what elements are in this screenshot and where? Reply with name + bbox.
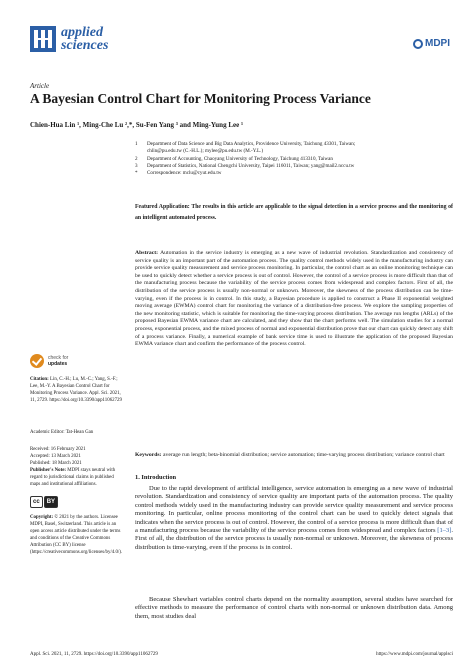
abstract [135,250,453,349]
intro-paragraph-1: Due to the rapid development of artificial intelligence, service automation is emerging as a new wave of industrial revolution. Standardization and consistency of service quality are important parts of the automation process. The quality control methods widely used in the manufacturing industry can provide service quality measurement and service process monitoring. In particular, online process monitoring of the control chart can be used to quickly detect signals that indicates when the service process is out of control. However, the control of a service process is more difficult than that of a manufacturing process because the variability of the service process comes from widespread and complex factors [1–3]. First of all, the distribution of the service process is usually non-normal or unknown. Moreover, the skewness of process distribution is time-varying, even if the process is in control. [135,485,453,551]
citation: Citation: Lin, C.-H.; Lu, M.-C.; Yang, S.-F.; Lee, M.-Y. A Bayesian Control Chart for Monitoring Process Variance. Appl. Sci. 2021, 11, 2729. https://doi.org/10.3390/app11062729 [30,377,122,403]
dates [30,446,125,467]
affiliations: 1 Department of Data Science and Big Data Analytics, Providence University, Taichung 43301, Taiwan; chlin@pu.edu.tw (C.-H.L.); mylee@pu.edu.tw (M.-Y.L.) 2 Department of Accounting, Chaoyang University of Technology, Taichung 413310, Taiwan 3 Department of Statistics, National Chengchi University, Taipei 116011, Taiwan; yang@mail2.nccu.tw * Correspondence: mclu@cyut.edu.tw [135,141,356,177]
page-footer [30,652,453,657]
check-for-updates-badge[interactable]: check for updates [30,354,68,368]
date-received: Received: 16 February 2021 [30,447,86,452]
journal-logo-icon [30,26,56,52]
by-icon: BY [44,496,58,508]
check-icon [30,354,44,368]
academic-editor: Academic Editor: Tat-Hean Gan [30,430,94,435]
cc-by-license-badge[interactable] [30,496,58,508]
copyright: Copyright: © 2021 by the authors. Licensee MDPI, Basel, Switzerland. This article is an open access article distributed under the terms and conditions of the Creative Commons Attribution (CC BY) license (https://creativecommons.org/licenses/by/4.0/). [30,515,123,555]
featured-label: Featured Application: [135,204,190,210]
keywords-text: average run length; beta-binomial distribution; service automation; time-varying process distribution; variance control chart [162,452,445,458]
journal-name-line1: applied [61,25,103,40]
keywords-label: Keywords: [135,452,162,458]
intro-paragraph-2: Because Shewhart variables control charts depend on the normality assumption, several studies have searched for effective methods to measure the performance of control charts with non-normal or unknown distribution data. Among them, most studies deal [135,596,453,620]
author-list: Chien-Hua Lin ¹, Ming-Che Lu ²,*, Su-Fen Yang ³ and Ming-Yung Lee ¹ [30,121,244,129]
correspondence[interactable]: Correspondence: mclu@cyut.edu.tw [147,170,222,177]
abstract-text: Automation in the service industry is emerging as a new wave of industrial revolution. Standardization and consistency of service quality is an important part of the automation process. The quality control methods widely used in the manufacturing industry can provide service quality measurement and service process monitoring. In particular, the control chart as an online monitoring technique can be used to quickly detect whether a service process is out of control. However, the control of a service process is more difficult than that of the manufacturing process because the variability of the service process comes from widespread and complex factors. First of all, the distribution of the service process is usually non-normal or unknown. Moreover, the skewness of the process distribution can be time-varying, even if the process is in control. In this study, a Bayesian procedure is applied to construct a Phase II exponential weighted moving average (EWMA) control chart for monitoring the variance of a distribution-free process. We explore the sampling properties of the new monitoring statistic, which is suitable for monitoring the time-varying process distribution. The average run lengths (ARLs) of the proposed Bayesian EWMA variance chart are calculated, and they show that the chart performs well. The simulation studies for a normal process, exponential process, and the mixed process of normal and exponential distribution prove that our chart can quickly detect any shift of a process variance. Finally, a numerical example of bank service time is used to illustrate the application of the proposed Bayesian EWMA variance chart and confirm the performance of the process control. [135,250,453,348]
publisher-name: MDPI [425,38,450,49]
affiliation-1-emails[interactable]: chlin@pu.edu.tw (C.-H.L.); mylee@pu.edu.tw (M.-Y.L.) [147,148,264,155]
publisher-logo [413,38,450,49]
cc-icon: cc [30,496,43,508]
journal-name-line2: sciences [61,38,109,53]
paper-title: A Bayesian Control Chart for Monitoring Process Variance [30,91,371,106]
footer-citation[interactable]: Appl. Sci. 2021, 11, 2729. https://doi.org/10.3390/app11062729 [30,652,158,657]
affiliation-1: Department of Data Science and Big Data Analytics, Providence University, Taichung 43301, Taiwan; [147,141,356,147]
journal-logo [30,26,108,52]
section-heading: 1. Introduction [135,474,177,481]
abstract-label: Abstract: [135,250,159,256]
date-published: Published: 18 March 2021 [30,461,82,466]
footer-journal-url[interactable]: https://www.mdpi.com/journal/applsci [376,652,453,657]
publisher-note: Publisher's Note: MDPI stays neutral with regard to jurisdictional claims in published maps and institutional affiliations. [30,468,116,487]
mdpi-icon [413,39,423,49]
affiliation-3: Department of Statistics, National Chengchi University, Taipei 116011, Taiwan; yang@mail2.nccu.tw [147,162,355,169]
featured-text: The results in this article are applicable to the signal detection in a service process and the monitoring of an intelligent automated process. [135,204,453,221]
keywords [135,452,453,460]
date-accepted: Accepted: 13 March 2021 [30,454,81,459]
article-type: Article [30,82,50,90]
featured-application [135,202,453,223]
reference-link[interactable]: [1–3] [437,527,452,535]
affiliation-2: Department of Accounting, Chaoyang University of Technology, Taichung 413310, Taiwan [147,155,333,162]
